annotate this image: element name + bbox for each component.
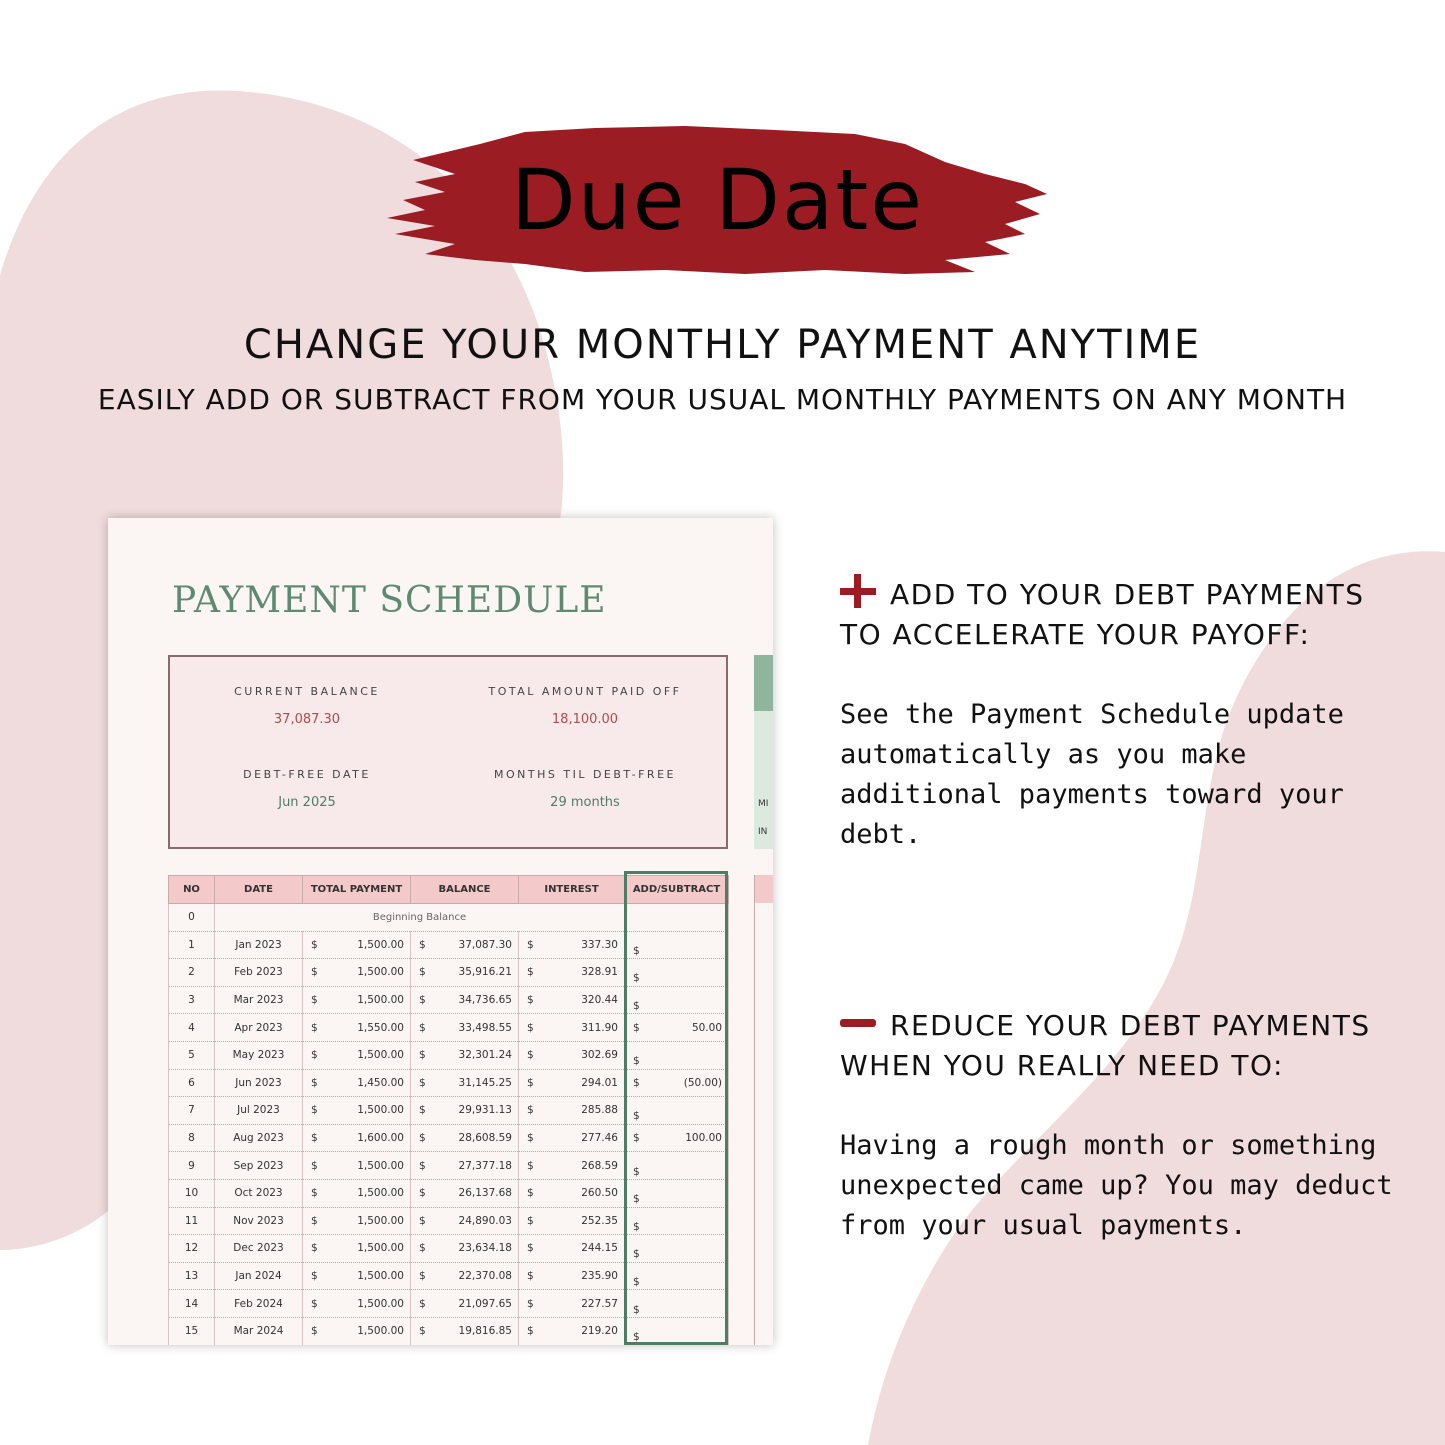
- row-interest-value: 277.46: [581, 1132, 618, 1145]
- row-payment-value: 1,550.00: [357, 1021, 404, 1034]
- currency-symbol: $: [311, 1049, 318, 1062]
- total-paid-value: 18,100.00: [551, 712, 619, 727]
- table-row: [169, 1262, 729, 1290]
- row-balance-value: 28,608.59: [458, 1132, 512, 1145]
- currency-symbol: $: [633, 1165, 640, 1178]
- col-interest: INTEREST: [519, 876, 625, 904]
- currency-symbol: $: [527, 1325, 534, 1338]
- row-date: Dec 2023: [215, 1235, 303, 1263]
- row-interest-value: 219.20: [581, 1325, 618, 1338]
- row-payment: [303, 1207, 411, 1235]
- row-interest: [519, 1152, 625, 1180]
- table-row: [169, 1317, 729, 1345]
- row-no: 3: [169, 986, 215, 1014]
- row-payment: [303, 959, 411, 987]
- row-payment: [303, 1235, 411, 1263]
- row-interest-value: 252.35: [581, 1214, 618, 1227]
- row-payment: [303, 1179, 411, 1207]
- table-row: [169, 1152, 729, 1180]
- row-payment-value: 1,500.00: [357, 1270, 404, 1283]
- currency-symbol: $: [527, 1132, 534, 1145]
- row-interest-value: 294.01: [581, 1076, 618, 1089]
- currency-symbol: $: [419, 938, 426, 951]
- currency-symbol: $: [419, 1187, 426, 1200]
- currency-symbol: $: [419, 1049, 426, 1062]
- row-balance-value: 21,097.65: [458, 1297, 512, 1310]
- months-label: MONTHS TIL DEBT-FREE: [494, 768, 676, 781]
- row-payment-value: 1,500.00: [357, 1214, 404, 1227]
- currency-symbol: $: [633, 1132, 640, 1145]
- row-payment-value: 1,500.00: [357, 1325, 404, 1338]
- row-addsub[interactable]: [625, 959, 729, 987]
- total-paid-label: TOTAL AMOUNT PAID OFF: [488, 685, 682, 698]
- row-no: 11: [169, 1207, 215, 1235]
- currency-symbol: $: [633, 1276, 640, 1289]
- col-balance: BALANCE: [411, 876, 519, 904]
- row-addsub[interactable]: [625, 1152, 729, 1180]
- col-no: NO: [169, 876, 215, 904]
- row-payment-value: 1,500.00: [357, 1297, 404, 1310]
- currency-symbol: $: [633, 1021, 640, 1034]
- row-balance-value: 31,145.25: [458, 1076, 512, 1089]
- col-total-payment: TOTAL PAYMENT: [303, 876, 411, 904]
- row-payment: [303, 1069, 411, 1097]
- row-payment-value: 1,500.00: [357, 1159, 404, 1172]
- row-interest-value: 337.30: [581, 938, 618, 951]
- side-table-strip: [754, 875, 773, 1345]
- currency-symbol: $: [311, 1270, 318, 1283]
- row-date: Mar 2024: [215, 1317, 303, 1345]
- table-row: [169, 1290, 729, 1318]
- row-addsub-value: (50.00): [683, 1076, 722, 1089]
- row-no: 6: [169, 1069, 215, 1097]
- row-balance-value: 33,498.55: [458, 1021, 512, 1034]
- table-row: [169, 1097, 729, 1125]
- row-balance: [411, 931, 519, 959]
- row-payment: [303, 931, 411, 959]
- feature-reduce: [840, 1006, 1400, 1246]
- row-balance: [411, 1014, 519, 1042]
- currency-symbol: $: [311, 1132, 318, 1145]
- currency-symbol: $: [419, 1325, 426, 1338]
- currency-symbol: $: [633, 1331, 640, 1344]
- currency-symbol: $: [633, 944, 640, 957]
- table-row: [169, 1014, 729, 1042]
- row-interest-value: 227.57: [581, 1297, 618, 1310]
- feature-add-heading-text: ADD TO YOUR DEBT PAYMENTS TO ACCELERATE YOUR PAYOFF:: [840, 578, 1365, 651]
- row-interest: [519, 931, 625, 959]
- row-addsub[interactable]: [625, 1179, 729, 1207]
- row-balance: [411, 1041, 519, 1069]
- row-no: 8: [169, 1124, 215, 1152]
- row-date: Feb 2024: [215, 1290, 303, 1318]
- row-balance: [411, 1097, 519, 1125]
- current-balance-label: CURRENT BALANCE: [234, 685, 380, 698]
- row-balance: [411, 1235, 519, 1263]
- row-no: 13: [169, 1262, 215, 1290]
- months-til-debt-free: [460, 768, 710, 810]
- col-date: DATE: [215, 876, 303, 904]
- headline: CHANGE YOUR MONTHLY PAYMENT ANYTIME: [243, 322, 1202, 368]
- currency-symbol: $: [527, 1076, 534, 1089]
- currency-symbol: $: [633, 1248, 640, 1261]
- row-addsub[interactable]: [625, 1097, 729, 1125]
- row-addsub[interactable]: [625, 1262, 729, 1290]
- feature-add-body: See the Payment Schedule update automatically as you make additional payments toward your debt.: [840, 699, 1344, 850]
- row-interest-value: 235.90: [581, 1270, 618, 1283]
- row-interest: [519, 1235, 625, 1263]
- current-balance: [182, 685, 432, 727]
- row-balance: [411, 1124, 519, 1152]
- subline: EASILY ADD OR SUBTRACT FROM YOUR USUAL MONTHLY PAYMENTS ON ANY MONTH: [97, 383, 1348, 416]
- row-payment-value: 1,500.00: [357, 994, 404, 1007]
- row-no: 7: [169, 1097, 215, 1125]
- row-balance-value: 35,916.21: [458, 966, 512, 979]
- row-no: 14: [169, 1290, 215, 1318]
- row-payment: [303, 1262, 411, 1290]
- schedule-table: [168, 875, 729, 1345]
- currency-symbol: $: [633, 1076, 640, 1089]
- row-interest: [519, 1179, 625, 1207]
- table-row: [169, 986, 729, 1014]
- schedule-table-wrap: [168, 875, 728, 1345]
- row-interest-value: 285.88: [581, 1104, 618, 1117]
- currency-symbol: $: [311, 1242, 318, 1255]
- currency-symbol: $: [633, 1000, 640, 1013]
- row-date: Aug 2023: [215, 1124, 303, 1152]
- currency-symbol: $: [311, 1076, 318, 1089]
- row-balance: [411, 1207, 519, 1235]
- row-interest: [519, 959, 625, 987]
- currency-symbol: $: [527, 938, 534, 951]
- currency-symbol: $: [419, 1076, 426, 1089]
- begin-addsub-cell[interactable]: [625, 904, 729, 932]
- table-row: [169, 1041, 729, 1069]
- row-no: 15: [169, 1317, 215, 1345]
- currency-symbol: $: [419, 966, 426, 979]
- row-no: 9: [169, 1152, 215, 1180]
- row-balance: [411, 1179, 519, 1207]
- minus-icon: [840, 1019, 876, 1027]
- row-interest-value: 302.69: [581, 1049, 618, 1062]
- currency-symbol: $: [527, 1021, 534, 1034]
- currency-symbol: $: [311, 1104, 318, 1117]
- row-interest: [519, 1041, 625, 1069]
- currency-symbol: $: [633, 1220, 640, 1233]
- summary-box: [168, 655, 728, 849]
- currency-symbol: $: [527, 1270, 534, 1283]
- row-payment: [303, 1317, 411, 1345]
- row-balance-value: 26,137.68: [458, 1187, 512, 1200]
- row-date: May 2023: [215, 1041, 303, 1069]
- row-addsub[interactable]: [625, 1014, 729, 1042]
- row-payment: [303, 1041, 411, 1069]
- row-balance: [411, 1262, 519, 1290]
- row-payment: [303, 1014, 411, 1042]
- currency-symbol: $: [527, 1214, 534, 1227]
- row-addsub[interactable]: [625, 986, 729, 1014]
- table-row: [169, 1124, 729, 1152]
- side-summary-strip: [754, 655, 773, 849]
- debt-free-date: [182, 768, 432, 810]
- table-row: [169, 1069, 729, 1097]
- side-label-mi: MI: [758, 799, 769, 809]
- row-no: 1: [169, 931, 215, 959]
- row-addsub[interactable]: [625, 1041, 729, 1069]
- currency-symbol: $: [311, 966, 318, 979]
- row-interest: [519, 1014, 625, 1042]
- row-addsub[interactable]: [625, 1207, 729, 1235]
- row-payment-value: 1,450.00: [357, 1076, 404, 1089]
- row-balance: [411, 1290, 519, 1318]
- row-date: Jan 2024: [215, 1262, 303, 1290]
- total-paid: [460, 685, 710, 727]
- currency-symbol: $: [419, 1242, 426, 1255]
- row-addsub[interactable]: [625, 1235, 729, 1263]
- currency-symbol: $: [419, 1104, 426, 1117]
- feature-add-heading: [840, 574, 1400, 655]
- current-balance-value: 37,087.30: [273, 712, 341, 727]
- row-addsub[interactable]: [625, 1290, 729, 1318]
- row-balance-value: 34,736.65: [458, 994, 512, 1007]
- currency-symbol: $: [633, 972, 640, 985]
- currency-symbol: $: [311, 1325, 318, 1338]
- row-interest-value: 268.59: [581, 1159, 618, 1172]
- row-balance-value: 19,816.85: [458, 1325, 512, 1338]
- side-label-in: IN: [758, 827, 768, 837]
- row-addsub[interactable]: [625, 1124, 729, 1152]
- row-addsub-value: 50.00: [691, 1021, 722, 1034]
- col-add-subtract: ADD/SUBTRACT: [625, 876, 729, 904]
- row-payment: [303, 1152, 411, 1180]
- row-balance: [411, 1317, 519, 1345]
- currency-symbol: $: [311, 1159, 318, 1172]
- currency-symbol: $: [527, 1049, 534, 1062]
- currency-symbol: $: [633, 1193, 640, 1206]
- debt-free-value: Jun 2025: [278, 795, 336, 810]
- row-payment: [303, 1290, 411, 1318]
- row-balance-value: 23,634.18: [458, 1242, 512, 1255]
- row-interest: [519, 1290, 625, 1318]
- row-date: Jan 2023: [215, 931, 303, 959]
- row-no: 2: [169, 959, 215, 987]
- feature-add: [840, 574, 1400, 855]
- currency-symbol: $: [311, 1187, 318, 1200]
- currency-symbol: $: [527, 1187, 534, 1200]
- banner-title: Due Date: [510, 151, 925, 249]
- row-interest: [519, 1069, 625, 1097]
- row-payment-value: 1,500.00: [357, 1242, 404, 1255]
- row-no: 10: [169, 1179, 215, 1207]
- row-no: 12: [169, 1235, 215, 1263]
- row-addsub-value: 100.00: [685, 1132, 722, 1145]
- row-balance: [411, 1069, 519, 1097]
- begin-label: Beginning Balance: [215, 904, 625, 932]
- currency-symbol: $: [311, 1021, 318, 1034]
- currency-symbol: $: [419, 1214, 426, 1227]
- months-value: 29 months: [550, 795, 620, 810]
- row-balance-value: 27,377.18: [458, 1159, 512, 1172]
- row-payment: [303, 1097, 411, 1125]
- row-balance-value: 32,301.24: [458, 1049, 512, 1062]
- currency-symbol: $: [633, 1110, 640, 1123]
- row-interest-value: 328.91: [581, 966, 618, 979]
- row-date: Apr 2023: [215, 1014, 303, 1042]
- row-date: Oct 2023: [215, 1179, 303, 1207]
- row-payment-value: 1,500.00: [357, 938, 404, 951]
- currency-symbol: $: [419, 1021, 426, 1034]
- row-interest-value: 311.90: [581, 1021, 618, 1034]
- table-row: [169, 1179, 729, 1207]
- row-addsub[interactable]: [625, 931, 729, 959]
- row-interest: [519, 1124, 625, 1152]
- row-interest-value: 244.15: [581, 1242, 618, 1255]
- currency-symbol: $: [633, 1055, 640, 1068]
- row-interest: [519, 1262, 625, 1290]
- row-payment-value: 1,500.00: [357, 1104, 404, 1117]
- row-addsub[interactable]: [625, 1069, 729, 1097]
- row-balance-value: 24,890.03: [458, 1214, 512, 1227]
- table-row: [169, 959, 729, 987]
- sheet-title: PAYMENT SCHEDULE: [172, 580, 607, 621]
- row-date: Feb 2023: [215, 959, 303, 987]
- row-payment: [303, 1124, 411, 1152]
- currency-symbol: $: [311, 1214, 318, 1227]
- row-interest: [519, 1317, 625, 1345]
- currency-symbol: $: [419, 994, 426, 1007]
- plus-icon: [840, 574, 876, 608]
- feature-reduce-heading: [840, 1006, 1400, 1086]
- table-row: [169, 931, 729, 959]
- row-interest: [519, 1207, 625, 1235]
- row-balance-value: 37,087.30: [458, 938, 512, 951]
- currency-symbol: $: [311, 938, 318, 951]
- currency-symbol: $: [419, 1297, 426, 1310]
- row-interest-value: 320.44: [581, 994, 618, 1007]
- row-date: Nov 2023: [215, 1207, 303, 1235]
- row-interest: [519, 986, 625, 1014]
- row-interest-value: 260.50: [581, 1187, 618, 1200]
- row-balance-value: 22,370.08: [458, 1270, 512, 1283]
- row-payment-value: 1,500.00: [357, 966, 404, 979]
- row-balance-value: 29,931.13: [458, 1104, 512, 1117]
- row-no: 5: [169, 1041, 215, 1069]
- feature-reduce-body: Having a rough month or something unexpected came up? You may deduct from your usual payments.: [840, 1130, 1393, 1241]
- debt-free-label: DEBT-FREE DATE: [243, 768, 371, 781]
- row-payment-value: 1,500.00: [357, 1187, 404, 1200]
- table-row: [169, 1235, 729, 1263]
- currency-symbol: $: [633, 1303, 640, 1316]
- currency-symbol: $: [527, 966, 534, 979]
- row-addsub[interactable]: [625, 1317, 729, 1345]
- begin-no: 0: [169, 904, 215, 932]
- currency-symbol: $: [311, 1297, 318, 1310]
- row-balance: [411, 959, 519, 987]
- currency-symbol: $: [311, 994, 318, 1007]
- row-interest: [519, 1097, 625, 1125]
- row-payment-value: 1,500.00: [357, 1049, 404, 1062]
- row-balance: [411, 1152, 519, 1180]
- currency-symbol: $: [527, 1104, 534, 1117]
- currency-symbol: $: [527, 994, 534, 1007]
- currency-symbol: $: [419, 1159, 426, 1172]
- row-payment-value: 1,600.00: [357, 1132, 404, 1145]
- row-balance: [411, 986, 519, 1014]
- payment-schedule-sheet: [108, 518, 773, 1345]
- table-header-row: [169, 876, 729, 904]
- row-date: Jun 2023: [215, 1069, 303, 1097]
- beginning-balance-row: [169, 904, 729, 932]
- row-no: 4: [169, 1014, 215, 1042]
- row-payment: [303, 986, 411, 1014]
- currency-symbol: $: [419, 1132, 426, 1145]
- currency-symbol: $: [527, 1297, 534, 1310]
- currency-symbol: $: [419, 1270, 426, 1283]
- table-row: [169, 1207, 729, 1235]
- row-date: Sep 2023: [215, 1152, 303, 1180]
- row-date: Mar 2023: [215, 986, 303, 1014]
- currency-symbol: $: [527, 1242, 534, 1255]
- currency-symbol: $: [527, 1159, 534, 1172]
- row-date: Jul 2023: [215, 1097, 303, 1125]
- feature-reduce-heading-text: REDUCE YOUR DEBT PAYMENTS WHEN YOU REALLY NEED TO:: [840, 1009, 1371, 1082]
